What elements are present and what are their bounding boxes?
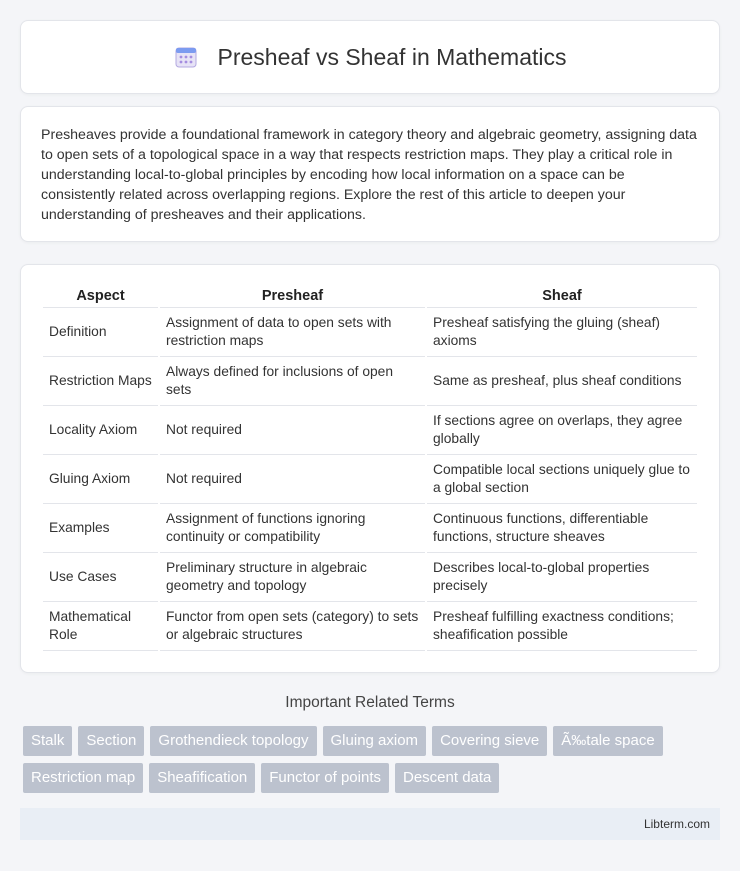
- tag-covering-sieve[interactable]: Covering sieve: [432, 726, 547, 756]
- related-terms-list: [23, 726, 723, 793]
- cell-sheaf: Describes local-to-global properties precisely: [427, 553, 697, 602]
- comparison-card: [20, 264, 720, 673]
- tag-restriction-map[interactable]: Restriction map: [23, 763, 143, 793]
- table-row: [43, 602, 697, 651]
- cell-presheaf: Assignment of functions ignoring continuity or compatibility: [160, 504, 425, 553]
- cell-aspect: Mathematical Role: [43, 602, 158, 651]
- cell-presheaf: Not required: [160, 455, 425, 504]
- cell-presheaf: Functor from open sets (category) to sets or algebraic structures: [160, 602, 425, 651]
- comparison-table: [41, 285, 699, 651]
- column-header-sheaf: Sheaf: [427, 285, 697, 308]
- table-row: [43, 553, 697, 602]
- tag-section[interactable]: Section: [78, 726, 144, 756]
- cell-aspect: Use Cases: [43, 553, 158, 602]
- cell-presheaf: Assignment of data to open sets with restriction maps: [160, 308, 425, 357]
- header-card: [20, 20, 720, 94]
- tag-grothendieck-topology[interactable]: Grothendieck topology: [150, 726, 316, 756]
- table-row: [43, 357, 697, 406]
- cell-sheaf: Presheaf fulfilling exactness conditions; sheafification possible: [427, 602, 697, 651]
- table-row: [43, 504, 697, 553]
- cell-presheaf: Always defined for inclusions of open sets: [160, 357, 425, 406]
- intro-text: Presheaves provide a foundational framework in category theory and algebraic geometry, assigning data to open sets of a topological space in a way that respects restriction maps. They play a critical role in understanding local-to-global principles by encoding how local information on a space can be consistently related across overlapping regions. Explore the rest of this article to deepen your understanding of presheaves and their applications.: [41, 127, 697, 223]
- footer-site-link[interactable]: Libterm.com: [643, 817, 710, 831]
- cell-sheaf: Presheaf satisfying the gluing (sheaf) axioms: [427, 308, 697, 357]
- table-row: [43, 455, 697, 504]
- tag-gluing-axiom[interactable]: Gluing axiom: [323, 726, 427, 756]
- cell-aspect: Definition: [43, 308, 158, 357]
- tag-etale-space[interactable]: Ã‰tale space: [553, 726, 662, 756]
- cell-sheaf: Same as presheaf, plus sheaf conditions: [427, 357, 697, 406]
- cell-aspect: Locality Axiom: [43, 406, 158, 455]
- cell-aspect: Examples: [43, 504, 158, 553]
- table-header-row: [43, 285, 697, 308]
- cell-aspect: Gluing Axiom: [43, 455, 158, 504]
- table-row: [43, 406, 697, 455]
- intro-card: [20, 106, 720, 242]
- tag-descent-data[interactable]: Descent data: [395, 763, 499, 793]
- cell-presheaf: Not required: [160, 406, 425, 455]
- cell-sheaf: If sections agree on overlaps, they agree globally: [427, 406, 697, 455]
- tag-sheafification[interactable]: Sheafification: [149, 763, 255, 793]
- footer: [20, 808, 720, 840]
- cell-sheaf: Compatible local sections uniquely glue to a global section: [427, 455, 697, 504]
- table-row: [43, 308, 697, 357]
- tag-functor-of-points[interactable]: Functor of points: [261, 763, 389, 793]
- column-header-aspect: Aspect: [43, 285, 158, 308]
- cell-presheaf: Preliminary structure in algebraic geometry and topology: [160, 553, 425, 602]
- calendar-grid-icon: [174, 45, 198, 69]
- related-terms-title: Important Related Terms: [285, 694, 455, 711]
- tag-stalk[interactable]: Stalk: [23, 726, 72, 756]
- cell-aspect: Restriction Maps: [43, 357, 158, 406]
- cell-sheaf: Continuous functions, differentiable functions, structure sheaves: [427, 504, 697, 553]
- column-header-presheaf: Presheaf: [160, 285, 425, 308]
- page-title: Presheaf vs Sheaf in Mathematics: [217, 43, 567, 70]
